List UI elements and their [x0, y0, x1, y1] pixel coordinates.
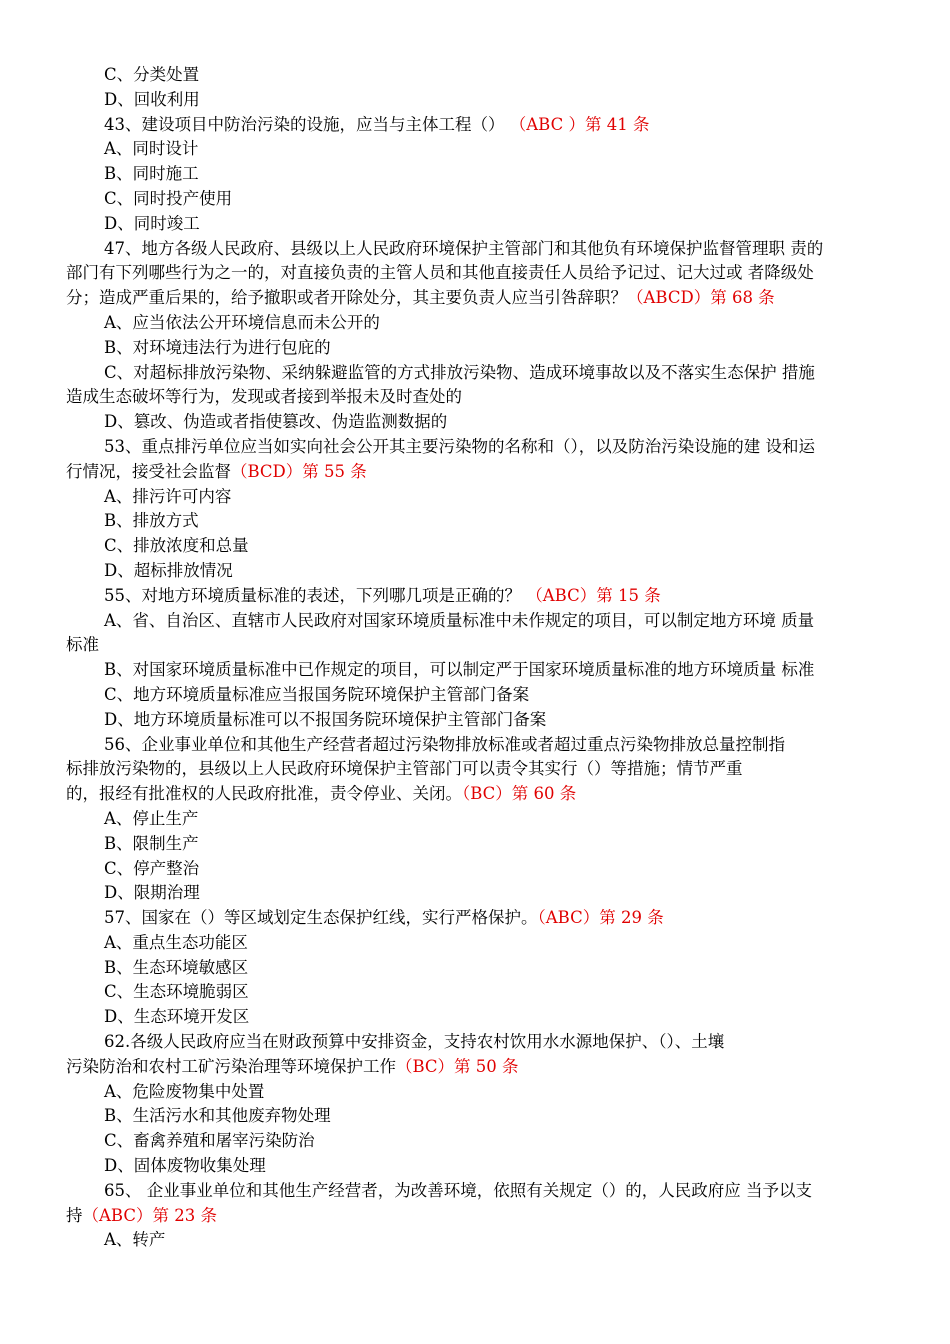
line-text: 行情况，接受社会监督 [66, 461, 231, 481]
question-continuation [66, 1055, 892, 1080]
answer-option [66, 88, 892, 113]
line-text: B、生活污水和其他废弃物处理 [104, 1106, 331, 1126]
line-text: D、固体废物收集处理 [104, 1156, 266, 1176]
line-text: 造成生态破坏等行为，发现或者接到举报未及时查处的 [66, 387, 462, 407]
answer-option [66, 212, 892, 237]
line-text: B、对国家环境质量标准中已作规定的项目，可以制定严于国家环境质量标准的地方环境质量 标准 [104, 660, 815, 680]
line-text: 56、企业事业单位和其他生产经营者超过污染物排放标准或者超过重点污染物排放总量控制指 [104, 734, 785, 754]
line-text: D、篡改、伪造或者指使篡改、伪造监测数据的 [104, 412, 448, 432]
question-continuation [66, 1204, 892, 1229]
line-text: 分；造成严重后果的，给予撤职或者开除处分，其主要负责人应当引咎辞职？ [66, 288, 627, 308]
answer-option [66, 410, 892, 435]
line-text: 的，报经有批准权的人民政府批准，责令停业、关闭。 [66, 784, 462, 804]
line-text: A、转产 [104, 1230, 166, 1250]
line-text: 47、地方各级人民政府、县级以上人民政府环境保护主管部门和其他负有环境保护监督管理职 责的 [104, 238, 824, 258]
answer-option [66, 683, 892, 708]
question-continuation [66, 782, 892, 807]
question-text [66, 113, 892, 138]
line-text: D、限期治理 [104, 883, 200, 903]
line-text: 57、国家在（）等区域划定生态保护红线，实行严格保护。 [104, 908, 538, 928]
answer-option [66, 881, 892, 906]
answer-option [66, 137, 892, 162]
answer-key: （BC）第 50 条 [396, 1056, 519, 1076]
line-text: B、限制生产 [104, 833, 199, 853]
answer-key: （ABC ）第 41 条 [509, 114, 650, 134]
answer-key: （ABC）第 15 条 [526, 585, 661, 605]
answer-option [66, 63, 892, 88]
line-text: 53、重点排污单位应当如实向社会公开其主要污染物的名称和（），以及防治污染设施的建 设和运 [104, 436, 815, 456]
line-text: C、对超标排放污染物、采纳躲避监管的方式排放污染物、造成环境事故以及不落实生态保护 措施 [104, 362, 815, 382]
answer-option [66, 658, 892, 683]
answer-option [66, 980, 892, 1005]
line-text: B、对环境违法行为进行包庇的 [104, 337, 331, 357]
question-continuation [66, 757, 892, 782]
line-text: C、分类处置 [104, 65, 200, 84]
line-text: C、排放浓度和总量 [104, 536, 249, 556]
line-text: B、同时施工 [104, 164, 199, 184]
line-text: A、应当依法公开环境信息而未公开的 [104, 312, 380, 332]
line-text: 部门有下列哪些行为之一的，对直接负责的主管人员和其他直接责任人员给予记过、记大过或 者降级处 [66, 263, 814, 283]
answer-key: （ABC）第 23 条 [82, 1205, 217, 1225]
question-text [66, 237, 892, 262]
line-text: B、排放方式 [104, 511, 199, 531]
answer-option [66, 832, 892, 857]
question-text [66, 584, 892, 609]
line-text: C、畜禽养殖和屠宰污染防治 [104, 1131, 315, 1151]
answer-option [66, 931, 892, 956]
answer-option [66, 956, 892, 981]
answer-option [66, 485, 892, 510]
line-text: D、地方环境质量标准可以不报国务院环境保护主管部门备案 [104, 709, 547, 729]
question-list [66, 63, 892, 1253]
answer-option [66, 361, 892, 386]
line-text: A、同时设计 [104, 139, 199, 159]
answer-option [66, 162, 892, 187]
question-text [66, 733, 892, 758]
line-text: B、生态环境敏感区 [104, 957, 249, 977]
line-text: D、生态环境开发区 [104, 1007, 250, 1027]
question-continuation [66, 385, 892, 410]
line-text: 标准 [66, 635, 99, 655]
answer-option [66, 1154, 892, 1179]
line-text: D、同时竣工 [104, 213, 200, 233]
answer-option [66, 857, 892, 882]
question-continuation [66, 286, 892, 311]
question-text [66, 906, 892, 931]
answer-option [66, 708, 892, 733]
question-continuation [66, 460, 892, 485]
answer-key: （BC）第 60 条 [462, 784, 577, 804]
answer-key: （BCD）第 55 条 [231, 461, 367, 481]
answer-option [66, 534, 892, 559]
line-text: A、省、自治区、直辖市人民政府对国家环境质量标准中未作规定的项目，可以制定地方环境 质量 [104, 610, 815, 630]
answer-option [66, 1005, 892, 1030]
line-text: 55、对地方环境质量标准的表述，下列哪几项是正确的？ [104, 585, 527, 605]
answer-option [66, 187, 892, 212]
line-text: D、超标排放情况 [104, 560, 233, 580]
line-text: C、生态环境脆弱区 [104, 982, 249, 1002]
line-text: 标排放污染物的，县级以上人民政府环境保护主管部门可以责令其实行（）等措施；情节严重 [66, 759, 743, 779]
line-text: C、地方环境质量标准应当报国务院环境保护主管部门备案 [104, 684, 530, 704]
answer-option [66, 1129, 892, 1154]
answer-key: （ABCD）第 68 条 [627, 288, 775, 308]
answer-option [66, 807, 892, 832]
answer-option [66, 1080, 892, 1105]
question-text [66, 1179, 892, 1204]
question-text [66, 1030, 892, 1055]
answer-option [66, 1104, 892, 1129]
answer-key: （ABC）第 29 条 [537, 908, 664, 928]
answer-option [66, 609, 892, 634]
question-continuation [66, 633, 892, 658]
line-text: 43、建设项目中防治污染的设施，应当与主体工程（） [104, 114, 510, 134]
line-text: 65、 企业事业单位和其他生产经营者，为改善环境，依照有关规定（）的，人民政府应 当予以支 [104, 1180, 812, 1200]
line-text: C、同时投产使用 [104, 188, 233, 208]
line-text: C、停产整治 [104, 858, 200, 878]
question-continuation [66, 261, 892, 286]
answer-option [66, 559, 892, 584]
line-text: A、重点生态功能区 [104, 932, 248, 952]
line-text: 持 [66, 1205, 83, 1225]
answer-option [66, 509, 892, 534]
answer-option [66, 336, 892, 361]
line-text: A、停止生产 [104, 808, 199, 828]
line-text: A、排污许可内容 [104, 486, 232, 506]
answer-option [66, 311, 892, 336]
line-text: 62.各级人民政府应当在财政预算中安排资金，支持农村饮用水水源地保护、（）、土壤 [104, 1032, 725, 1052]
line-text: A、危险废物集中处置 [104, 1081, 265, 1101]
question-text [66, 435, 892, 460]
line-text: 污染防治和农村工矿污染治理等环境保护工作 [66, 1056, 396, 1076]
answer-option [66, 1228, 892, 1253]
line-text: D、回收利用 [104, 89, 200, 109]
